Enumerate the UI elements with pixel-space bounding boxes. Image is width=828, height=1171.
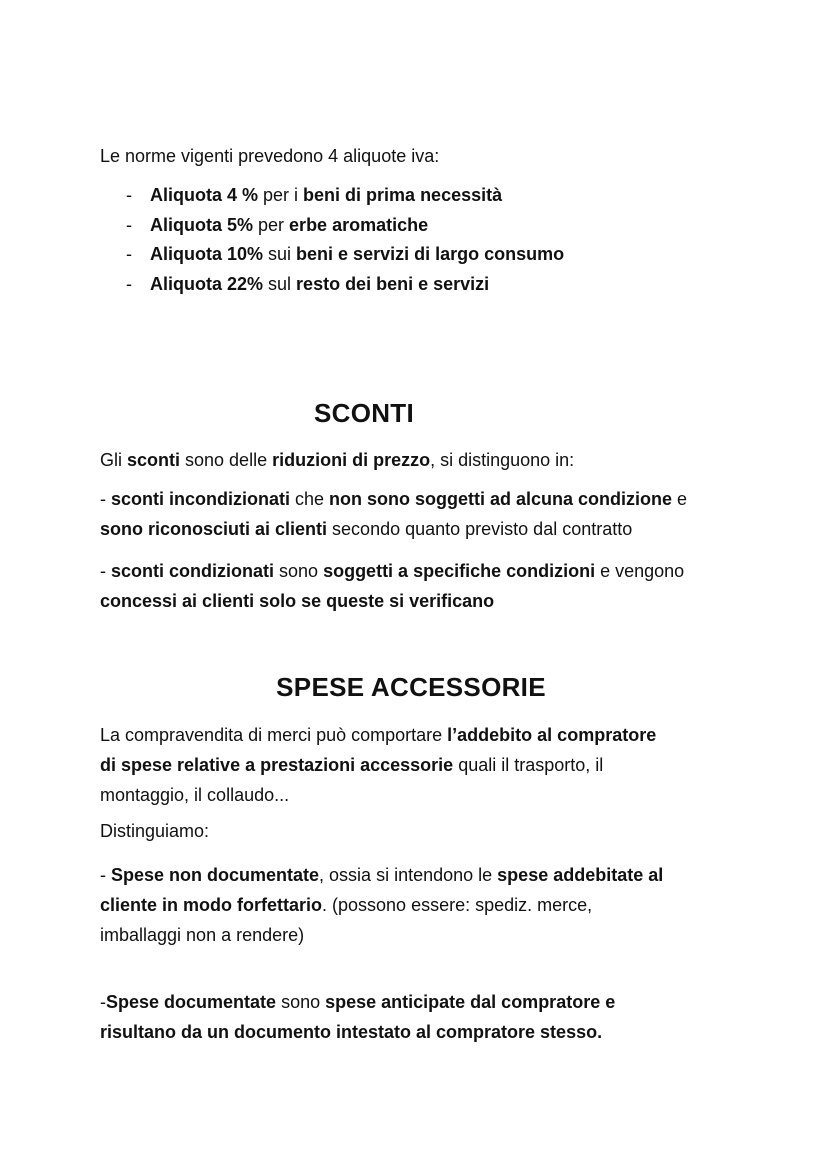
list-item [120,181,740,211]
paragraph-line [100,987,740,1017]
paragraph-line [100,720,740,750]
rate-label: Aliquota 5% [150,214,254,235]
text-run: sono [274,561,324,581]
list-dash: - [126,214,132,235]
rate-target: resto dei beni e servizi [296,273,490,294]
rate-label: Aliquota 4 % [150,185,259,205]
text-run: - [100,561,111,581]
paragraph-line [100,1017,740,1047]
text-run-bold: di spese relative a prestazioni accessorie [100,755,454,775]
rate-target: beni e servizi di largo consumo [296,244,565,264]
paragraph-line: imballaggi non a rendere) [100,925,305,945]
text-run-bold: sconti incondizionati [111,489,290,509]
text-run-bold: concessi ai clienti solo se queste si verificano [100,591,495,611]
text-run: - [100,992,106,1012]
paragraph-line [100,860,740,890]
rate-connector: per i [258,185,304,205]
sconti-intro [100,445,740,475]
text-run: che [290,489,330,509]
iva-rates-list [120,181,740,299]
text-run: La compravendita di merci può comportare [100,725,448,745]
text-run: Gli [100,450,127,470]
paragraph-line [100,750,740,780]
text-run-bold: l’addebito al compratore [447,725,657,745]
text-run-bold: sconti condizionati [111,561,275,581]
paragraph-line [100,484,740,514]
sconti-intro-text [100,445,740,475]
rate-label: Aliquota 10% [150,244,264,264]
text-run: . (possono essere: spediz. merce, [322,895,593,915]
iva-intro [100,141,740,171]
text-run: - [100,489,111,509]
rate-connector: sui [263,244,297,264]
text-run-bold: sconti [127,450,181,470]
text-run: , si distinguono in: [430,450,575,470]
text-run-bold: Spese documentate [106,992,277,1012]
iva-intro-text: Le norme vigenti prevedono 4 aliquote iva: [100,146,440,166]
list-dash: - [126,273,132,294]
text-run: quali il trasporto, il [453,755,604,775]
distinguiamo-text: Distinguiamo: [100,821,210,841]
text-run-bold: sono riconosciuti ai clienti [100,519,328,539]
paragraph-line [100,514,740,544]
text-run: sono delle [180,450,273,470]
text-run-bold: cliente in modo forfettario [100,895,323,915]
paragraph-line [100,890,740,920]
text-run-bold: spese anticipate dal compratore e [325,992,616,1012]
rate-target: erbe aromatiche [289,214,429,235]
paragraph-line [100,556,740,586]
sconti-condizionati-paragraph [100,556,740,616]
text-run-bold: soggetti a specifiche condizioni [323,561,596,581]
text-run: e [672,489,688,509]
sconti-heading: SCONTI [313,398,415,428]
text-run: - [100,865,111,885]
spese-non-documentate-paragraph [100,860,740,950]
spese-accessorie-heading: SPESE ACCESSORIE [276,672,546,702]
paragraph-line [100,586,740,616]
paragraph-line: montaggio, il collaudo... [100,785,290,805]
text-run-bold: non sono soggetti ad alcuna condizione [329,489,673,509]
list-dash: - [126,244,132,264]
list-item [120,270,740,300]
text-run-bold: riduzioni di prezzo [272,450,431,470]
spese-intro-paragraph [100,720,740,810]
spese-documentate-paragraph [100,987,740,1047]
sconti-incondizionati-paragraph [100,484,740,544]
text-run-bold: risultano da un documento intestato al compratore stesso. [100,1022,603,1042]
rate-connector: sul [263,273,297,294]
rate-target: beni di prima necessità [303,185,503,205]
rate-label: Aliquota 22% [150,273,264,294]
text-run: sono [276,992,326,1012]
rate-connector: per [253,214,290,235]
list-dash: - [126,185,132,205]
text-run-bold: Spese non documentate [111,865,320,885]
distinguiamo-line [100,816,740,846]
text-run-bold: spese addebitate al [497,865,664,885]
list-item [120,240,740,270]
text-run: , ossia si intendono le [319,865,498,885]
text-run: e vengono [595,561,685,581]
list-item [120,211,740,241]
text-run: secondo quanto previsto dal contratto [327,519,633,539]
